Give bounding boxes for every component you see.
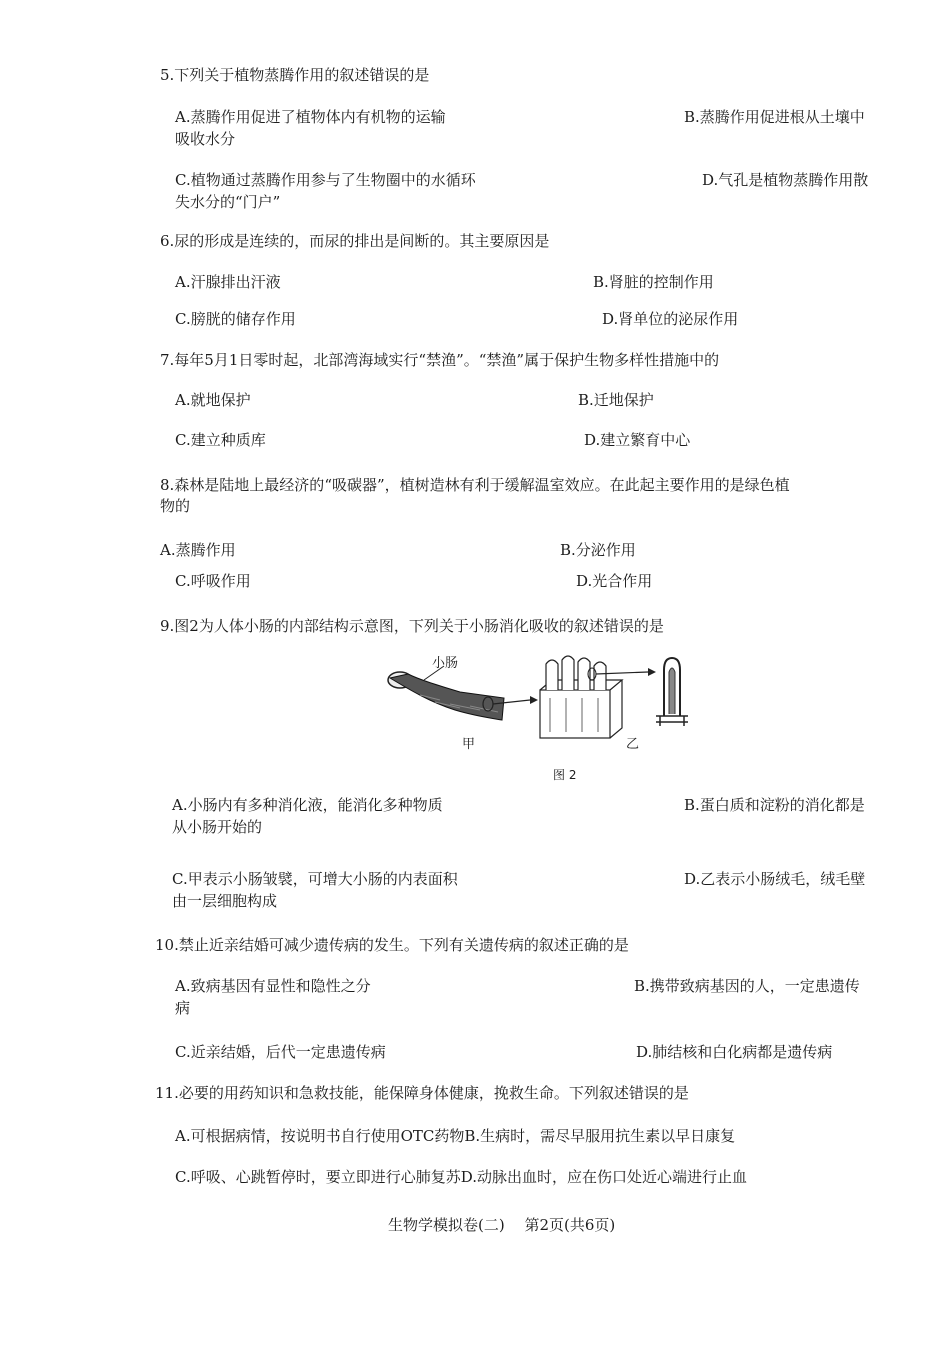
intestinal-villus (656, 658, 688, 726)
q8-stem: 8.森林是陆地上最经济的“吸碳器”，植树造林有利于缓解温室效应。在此起主要作用的是绿色植 (160, 476, 790, 494)
q5-option-c: C.植物通过蒸腾作用参与了生物圈中的水循环 (175, 171, 476, 189)
small-intestine-illustration (380, 650, 700, 755)
q9-option-d-cont: 由一层细胞构成 (172, 892, 278, 910)
q8-stem-cont: 物的 (160, 497, 191, 515)
q10-option-a: A.致病基因有显性和隐性之分 (175, 977, 371, 995)
q10-option-d: D.肺结核和白化病都是遗传病 (636, 1043, 833, 1061)
q9-option-a: A.小肠内有多种消化液，能消化多种物质 (172, 796, 443, 814)
q6-option-d: D.肾单位的泌尿作用 (602, 310, 739, 328)
q7-option-c: C.建立种质库 (175, 431, 266, 449)
q6-option-a: A.汗腺排出汗液 (175, 273, 281, 291)
q9-option-b-cont: 从小肠开始的 (172, 818, 263, 836)
q5-option-d-cont: 失水分的“门户” (175, 193, 281, 211)
q10-option-c: C.近亲结婚，后代一定患遗传病 (175, 1043, 386, 1061)
q8-option-c: C.呼吸作用 (175, 572, 251, 590)
q6-option-b: B.肾脏的控制作用 (593, 273, 714, 291)
q11-options-ab: A.可根据病情，按说明书自行使用OTC药物B.生病时，需尽早服用抗生素以早日康复 (175, 1127, 736, 1145)
q9-option-c: C.甲表示小肠皱襞，可增大小肠的内表面积 (172, 870, 458, 888)
q5-stem: 5.下列关于植物蒸腾作用的叙述错误的是 (160, 66, 430, 84)
q9-option-d: D.乙表示小肠绒毛，绒毛壁 (684, 870, 866, 888)
q7-option-a: A.就地保护 (175, 391, 251, 409)
figure-label-intestine: 小肠 (432, 656, 459, 671)
q10-stem: 10.禁止近亲结婚可减少遗传病的发生。下列有关遗传病的叙述正确的是 (155, 936, 629, 954)
q5-option-b-cont: 吸收水分 (175, 130, 236, 148)
q7-stem: 7.每年5月1日零时起，北部湾海域实行“禁渔”。“禁渔”属于保护生物多样性措施中的 (160, 351, 720, 369)
intestinal-fold-block (540, 656, 622, 738)
q11-options-cd: C.呼吸、心跳暂停时，要立即进行心肺复苏D.动脉出血时，应在伤口处近心端进行止血 (175, 1168, 747, 1186)
q10-option-b-cont: 病 (175, 999, 191, 1017)
q7-option-b: B.迁地保护 (578, 391, 654, 409)
intestine-section (388, 666, 504, 720)
small-intestine-diagram (380, 650, 700, 755)
q6-option-c: C.膀胱的储存作用 (175, 310, 296, 328)
q9-stem: 9.图2为人体小肠的内部结构示意图，下列关于小肠消化吸收的叙述错误的是 (160, 617, 664, 635)
q8-option-d: D.光合作用 (576, 572, 653, 590)
q5-option-a: A.蒸腾作用促进了植物体内有机物的运输 (175, 108, 446, 126)
q5-option-b: B.蒸腾作用促进根从土壤中 (684, 108, 865, 126)
q11-stem: 11.必要的用药知识和急救技能，能保障身体健康，挽救生命。下列叙述错误的是 (155, 1084, 689, 1102)
figure-label-jia: 甲 (462, 737, 476, 752)
q10-option-b: B.携带致病基因的人，一定患遗传 (634, 977, 860, 995)
figure-caption: 图 2 (553, 768, 577, 782)
q6-stem: 6.尿的形成是连续的，而尿的排出是间断的。其主要原因是 (160, 232, 550, 250)
figure-label-yi: 乙 (626, 737, 640, 752)
q8-option-b: B.分泌作用 (560, 541, 636, 559)
q5-option-d: D.气孔是植物蒸腾作用散 (702, 171, 869, 189)
q9-option-b: B.蛋白质和淀粉的消化都是 (684, 796, 865, 814)
q8-option-a: A.蒸腾作用 (160, 541, 236, 559)
q7-option-d: D.建立繁育中心 (584, 431, 691, 449)
page-footer: 生物学模拟卷(二) 第2页(共6页) (388, 1216, 616, 1234)
